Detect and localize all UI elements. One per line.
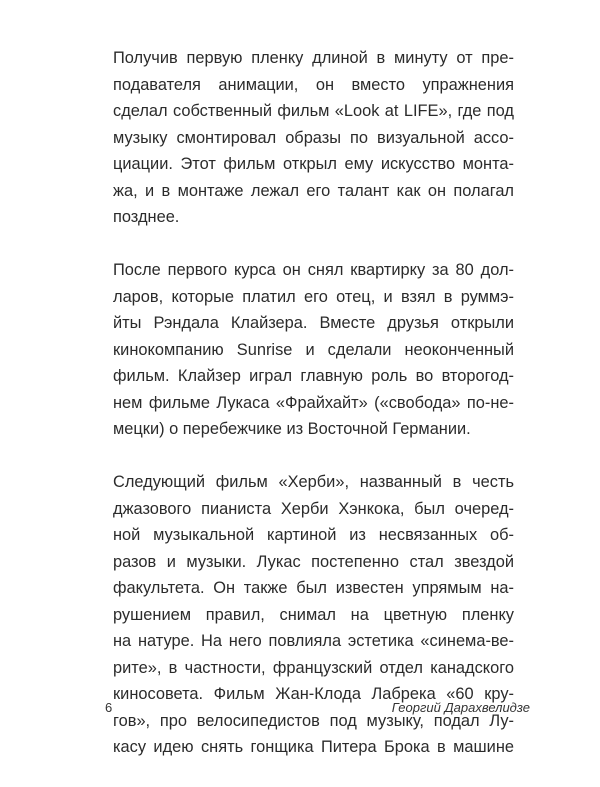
text-line: разов и музыки. Лукас постепенно стал звездой [113, 552, 514, 571]
text-line: Получив первую пленку длиной в минуту от пре- [113, 49, 514, 67]
text-line: жа, и в монтаже лежал его талант как он полагал [113, 181, 514, 200]
text-line: ларов, которые платил его отец, и взял в руммэ- [113, 287, 514, 306]
text-line: гов», про велосипедистов под музыку, подал Лу- [113, 711, 514, 730]
text-line: Следующий фильм «Херби», названный в честь [113, 473, 514, 491]
page-number: 6 [105, 700, 113, 715]
paragraph-1 [113, 45, 514, 231]
text-line: касу идею снять гонщика Питера Брока в машине [113, 738, 514, 756]
text-line: киносовета. Фильм Жан-Клода Лабрека «60 кру- [113, 685, 514, 703]
body-text [113, 45, 514, 787]
text-line: фильм. Клайзер играл главную роль во второгод- [113, 367, 514, 385]
paragraph-2 [113, 257, 514, 443]
text-line: подавателя анимации, он вместо упражнения [113, 75, 514, 94]
text-line: ной музыкальной картиной из несвязанных об- [113, 526, 514, 544]
text-line: нем фильме Лукаса «Фрайхайт» («свобода» по-не- [113, 393, 514, 412]
text-line: на натуре. На него повлияла эстетика «синема-ве- [113, 632, 514, 650]
text-line: рите», в частности, французский отдел канадского [113, 658, 514, 677]
text-line: позднее. [113, 208, 180, 226]
running-footer-author: Георгий Дарахвелидзе [391, 700, 530, 715]
text-line: циации. Этот фильм открыл ему искусство монта- [113, 155, 514, 173]
text-line: рушением правил, снимал на цветную пленку [113, 605, 514, 624]
text-line: мецки) о перебежчике из Восточной Германии. [113, 420, 471, 438]
text-line: сделал собственный фильм «Look at LIFE», где под [113, 102, 514, 120]
text-line: После первого курса он снял квартирку за 80 дол- [113, 261, 514, 279]
text-line: кинокомпанию Sunrise и сделали неоконченный [113, 340, 514, 359]
text-line: музыку смонтировал образы по визуальной ассо- [113, 128, 514, 147]
paragraph-3 [113, 469, 514, 761]
text-line: йты Рэндала Клайзера. Вместе друзья открыли [113, 314, 514, 332]
text-line: факультета. Он также был известен упрямым на- [113, 579, 514, 597]
text-line: джазового пианиста Херби Хэнкока, был очеред- [113, 499, 514, 518]
